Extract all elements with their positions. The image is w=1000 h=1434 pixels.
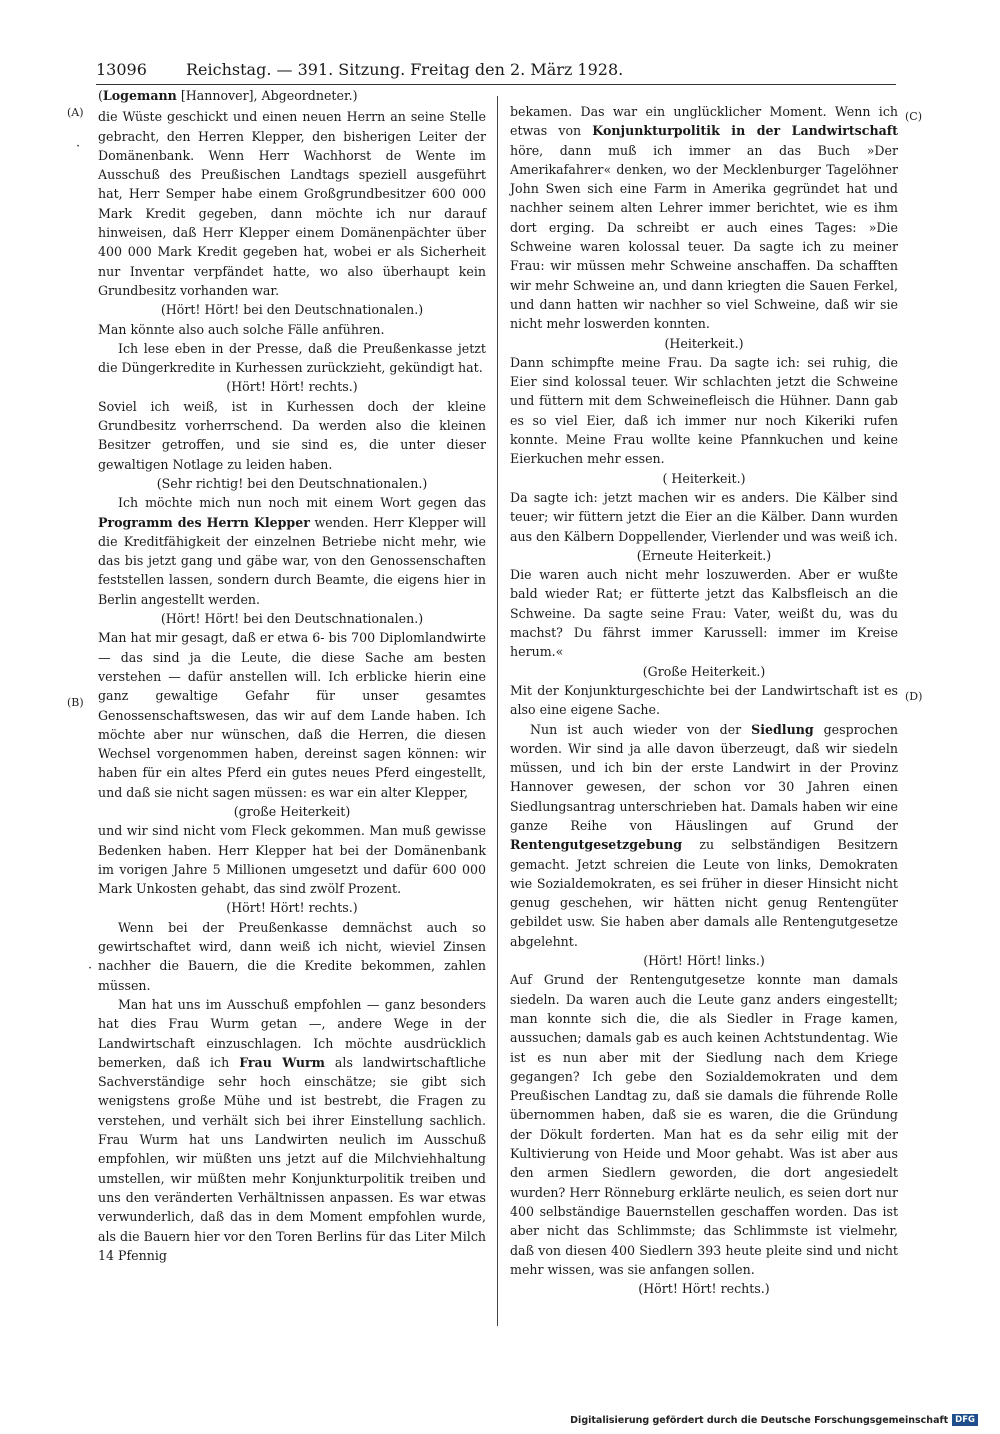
interjection: (Hört! Hört! rechts.): [638, 1281, 770, 1297]
margin-mark-d: (D): [905, 690, 923, 703]
margin-mark-a: (A): [67, 106, 84, 119]
interjection: ( Heiterkeit.): [662, 470, 746, 486]
paragraph: Auf Grund der Rentengutgesetze konnte man damals siedeln. Da waren auch die Leute ganz anders eingestellt; man konnte sich die, die als Siedler in Frage kamen, aussuchen; damals gab es auch keinen Achtstundentag. Wie ist es nun aber mit der Siedlung nach dem Kriege gegangen? Ich gebe den Sozialdemokraten und dem Preußischen Landtag zu, daß sie damals die führende Rolle übernommen haben, daß sie es waren, die die Gründung der Dökult forderten. Man hat es da sehr eilig mit der Kultivierung von Heide und Moor gehabt. Was ist aber aus den armen Siedlern geworden, die dort angesiedelt wurden? Herr Rönneburg erklärte neulich, es seien dort nur 400 selbständige Bauernstellen geschaffen worden. Das ist aber nicht das Schlimmste; das Schlimmste ist vielmehr, daß von diesen 400 Siedlern 393 heute pleite sind und nicht mehr wissen, was sie anfangen sollen.: [510, 972, 898, 1277]
interjection: (große Heiterkeit): [233, 803, 351, 819]
text-run: als landwirtschaftliche Sachverständige sehr hoch einschätze; sie gibt sich wenigstens große Mühe und ist bestrebt, die Fragen zu verstehen, und verhält sich bei ihrer Einstellung sachlich. Frau Wurm hat uns Landwirten neulich im Ausschuß empfohlen, wir müßten uns jetzt auf die Milchviehhaltung umstellen, wir müßten mehr Konjunkturpolitik treiben und uns den veränderten Verhältnissen anpassen. Es war etwas verwunderlich, daß das in dem Moment empfohlen wurde, als die Bauern hier vor den Toren Berlins für das Liter Milch 14 Pfennig: [98, 1054, 487, 1263]
speaker-name: Logemann: [102, 88, 177, 103]
margin-dot: ·: [76, 139, 81, 154]
speaker-info: [Hannover], Abgeordneter.): [180, 88, 358, 103]
emphasis: Konjunkturpolitik in der Landwirtschaft: [592, 123, 898, 139]
emphasis: Siedlung: [751, 721, 814, 737]
interjection: (Große Heiterkeit.): [642, 663, 766, 679]
interjection: (Hört! Hört! rechts.): [226, 900, 358, 916]
text-run: höre, dann muß ich immer an das Buch »Der Amerikafahrer« denken, wo der Mecklenburger Tagelöhner John Swen sich eine Farm in Amerika gegründet hat und nachher seinem alten Lehrer immer berichtet, wie es ihm dort erging. Da schreibt er auch eines Tages: »Die Schweine waren kolossal teuer. Da sagte ich zu meiner Frau: wir müssen mehr Schweine anschaffen. Da schafften wir mehr Schweine an, und dann kriegten die Sauen Ferkel, und dann hatten wir nachher so viel Schweine, daß wir sie nicht mehr loswerden konnten.: [510, 142, 898, 332]
paragraph: [510, 102, 898, 334]
running-title: Reichstag. — 391. Sitzung. Freitag den 2. März 1928.: [186, 60, 624, 79]
interjection: (Heiterkeit.): [664, 335, 744, 351]
text-run: gesprochen worden. Wir sind ja alle davon überzeugt, daß wir siedeln müssen, und ich bin der erste Landwirt in der Provinz Hannover gewesen, der schon vor 30 Jahren einen Siedlungsantrag unterschrieben hat. Damals haben wir eine ganze Reihe von Häuslingen auf Grund der: [510, 721, 898, 833]
text-run: bekamen. Das war ein unglücklicher Moment. Wenn ich etwas von: [510, 104, 898, 139]
text-run: Nun ist auch wieder von der: [530, 721, 742, 737]
paragraph: Man könnte also auch solche Fälle anführen.: [98, 321, 385, 337]
text-run: Man hat uns im Ausschuß empfohlen — ganz besonders hat dies Frau Wurm getan —, andere Wege in der Landwirtschaft einzuschlagen. Ich möchte ausdrücklich bemerken, daß ich: [98, 996, 486, 1070]
margin-dot: ·: [88, 961, 93, 976]
interjection: (Hört! Hört! rechts.): [226, 379, 358, 395]
paragraph: die Wüste geschickt und einen neuen Herrn an seine Stelle gebracht, den Herren Klepper, den bisherigen Leiter der Domänenbank. Wenn Herr Wachhorst de Wente im Ausschuß des Preußischen Landtags speziell ausgeführt hat, Herr Semper habe einem Großgrundbesitzer 600 000 Mark Kredit gegeben, dann möchte ich nur darauf hinweisen, daß Herr Klepper einem Domänenpächter über 400 000 Mark Kredit gegeben hat, wobei er als Sicherheit nur Inventar verpfändet hatte, wo also überhaupt kein Grundbesitz vorhanden war.: [98, 109, 486, 298]
paragraph: Man hat mir gesagt, daß er etwa 6- bis 700 Diplomlandwirte — das sind ja die Leute, die diese Sache am besten verstehen — dafür anstellen will. Ich erblicke hierin eine ganz gewaltige Gefahr für unser gesamtes Genossenschaftswesen, das wir auf dem Lande haben. Ich möchte aber nur wünschen, daß die Herren, die diesen Wechsel vorgenommen haben, dereinst sagen können: wir haben für ein altes Pferd ein gutes neues Pferd eingestellt, und daß sie nicht sagen müssen: es war ein alter Klepper,: [98, 630, 486, 800]
margin-mark-b: (B): [67, 696, 84, 709]
text-run: zu selbständigen Besitzern gemacht. Jetzt schreien die Leute von links, Demokraten wie Sozialdemokraten, es sei früher in dieser Hinsicht nicht genug geschehen, wir hätten nicht genug Rentengüter gebildet usw. Sie haben aber damals alle Rentengutgesetze abgelehnt.: [510, 837, 898, 949]
speaker-line: (Logemann [Hannover], Abgeordneter.): [98, 88, 358, 103]
paragraph: Da sagte ich: jetzt machen wir es anders. Die Kälber sind teuer; wir füttern jetzt die Eier an die Kälber. Dann wurden aus den Kälbern Doppellender, Vierlender und was weiß ich.: [510, 489, 898, 544]
dfg-logo: DFG: [952, 1414, 978, 1426]
text-run: wenden. Herr Klepper will die Kreditfähigkeit der einzelnen Betriebe nicht mehr, wie das bis jetzt gang und gäbe war, von den Genossenschaften feststellen lassen, sondern durch Beamte, die eigens hier in Berlin angestellt werden.: [98, 514, 486, 607]
paragraph: [510, 720, 898, 952]
interjection: (Hört! Hört! bei den Deutschnationalen.): [160, 611, 424, 627]
margin-mark-c: (C): [905, 110, 922, 123]
interjection: (Sehr richtig! bei den Deutschnationalen.): [156, 475, 428, 491]
paragraph: [98, 493, 486, 609]
paragraph: Soviel ich weiß, ist in Kurhessen doch der kleine Grundbesitz vorherrschend. Da werden also die kleinen Besitzer getroffen, und sie sind es, die unter dieser gewaltigen Notlage zu leiden haben.: [98, 398, 486, 472]
paragraph: Mit der Konjunkturgeschichte bei der Landwirtschaft ist es also eine eigene Sache.: [510, 682, 898, 718]
page-number: 13096: [96, 60, 147, 79]
right-column: [510, 102, 898, 1298]
emphasis: Frau Wurm: [239, 1054, 325, 1070]
interjection: (Hört! Hört! bei den Deutschnationalen.): [160, 302, 424, 318]
running-header: [96, 60, 696, 80]
column-divider: [497, 96, 498, 1326]
emphasis: Rentengutgesetzgebung: [510, 837, 683, 853]
header-rule: [96, 84, 896, 85]
footer-text: Digitalisierung gefördert durch die Deutsche Forschungsgemeinschaft: [570, 1414, 949, 1426]
paragraph: Die waren auch nicht mehr loszuwerden. Aber er wußte bald wieder Rat; er fütterte jetzt das Kalbsfleisch an die Schweine. Da sagte seine Frau: Vater, weißt du, was du machst? Du fährst immer Karussell: immer im Kreise herum.«: [510, 567, 898, 660]
paragraph: [98, 995, 486, 1265]
paragraph: und wir sind nicht vom Fleck gekommen. Man muß gewisse Bedenken haben. Herr Klepper hat bei der Domänenbank im vorigen Jahre 5 Millionen umgesetzt und dafür 600 000 Mark Unkosten gehabt, das sind zwölf Prozent.: [98, 823, 486, 897]
digitization-footer: [570, 1414, 978, 1426]
emphasis: Programm des Herrn Klepper: [98, 514, 310, 530]
interjection: (Erneute Heiterkeit.): [636, 547, 772, 563]
left-column: [98, 86, 486, 1265]
paragraph: Dann schimpfte meine Frau. Da sagte ich: sei ruhig, die Eier sind kolossal teuer. Wir schlachten jetzt die Schweine und füttern mit dem Schweinefleisch die Hühner. Dann gab es so viel Eier, daß ich immer nur noch Kikeriki rufen konnte. Meine Frau wollte keine Pfannkuchen und keine Eierkuchen mehr essen.: [510, 354, 898, 467]
paragraph: Wenn bei der Preußenkasse demnächst auch so gewirtschaftet wird, dann weiß ich nicht, wieviel Zinsen nachher die Bauern, die die Kredite bekommen, zahlen müssen.: [98, 919, 486, 993]
paragraph: Ich lese eben in der Presse, daß die Preußenkasse jetzt die Düngerkredite in Kurhessen zurückzieht, gekündigt hat.: [98, 340, 486, 376]
text-run: Ich möchte mich nun noch mit einem Wort gegen das: [118, 495, 486, 511]
interjection: (Hört! Hört! links.): [643, 953, 765, 969]
